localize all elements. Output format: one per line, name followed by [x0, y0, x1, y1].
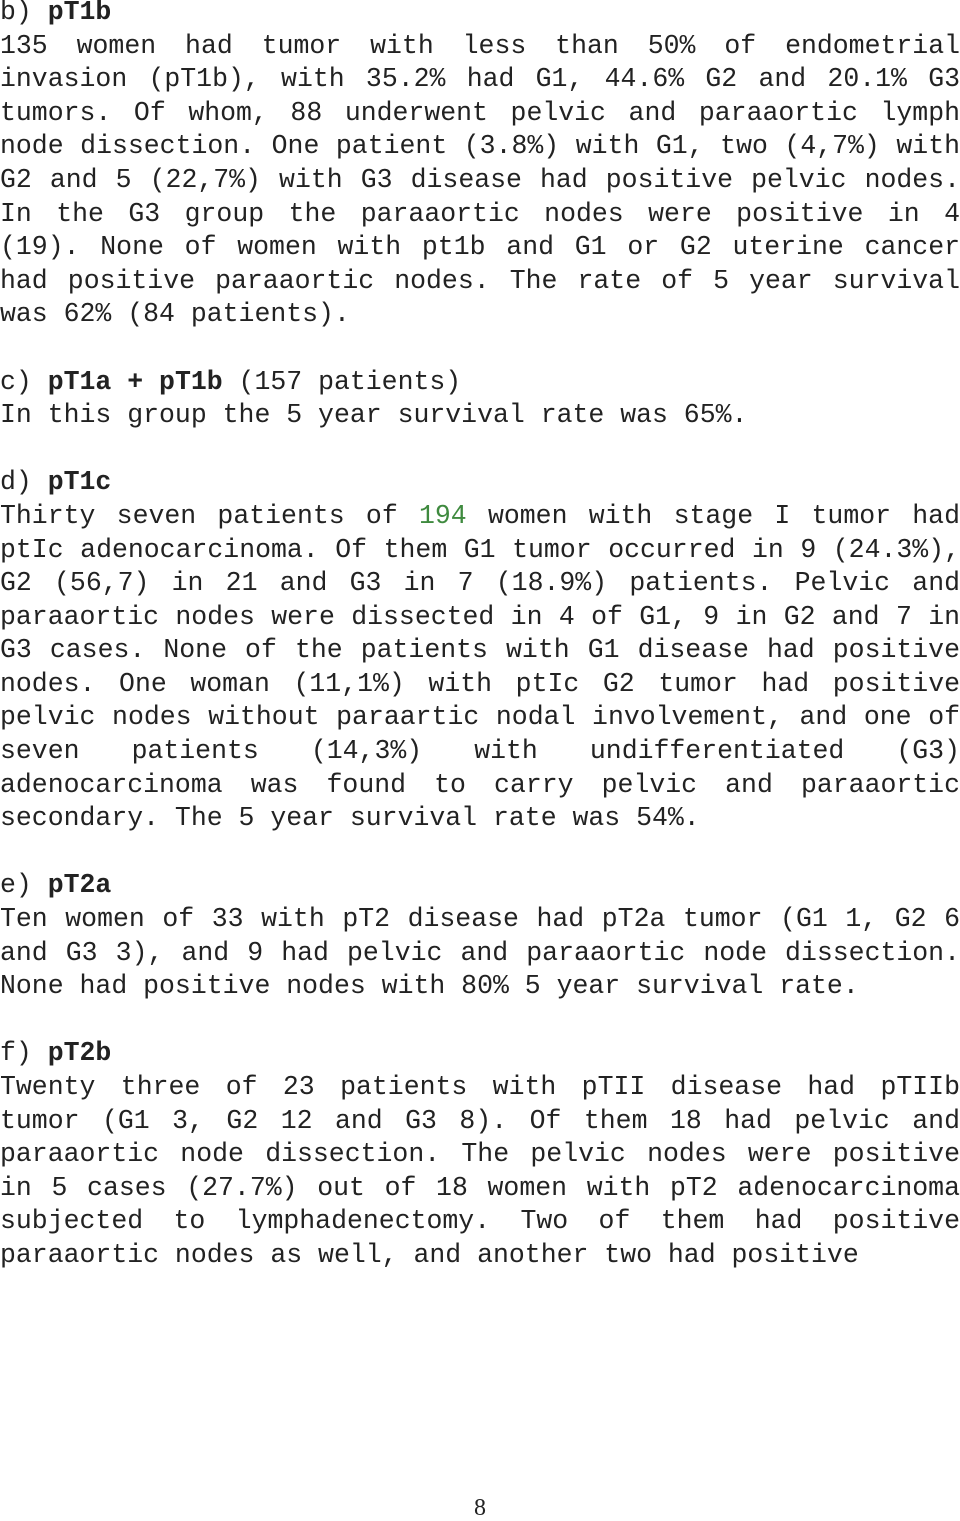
- section-d-text-after: women with stage I tumor had ptIc adenocarcinoma. Of them G1 tumor occurred in 9 (24.3%), G2 (56,7) in 21 and G3 in 7 (18.9%) patients. Pelvic and paraaortic nodes were dissected in 4 of G1, 9 in G2 and 7 in G3 cases. None of the patients with G1 disease had positive nodes. One woman (11,1%) with ptIc G2 tumor had positive pelvic nodes without paraartic nodal involvement, and one of seven patients (14,3%) with undifferentiated (G3) adenocarcinoma was found to carry pelvic and paraaortic secondary. The 5 year survival rate was 54%.: [0, 500, 960, 834]
- section-f-paragraph: Twenty three of 23 patients with pTII disease had pTIIb tumor (G1 3, G2 12 and G3 8). Of them 18 had pelvic and paraaortic node dissection. The pelvic nodes were positive in 5 cases (27.7%) out of 18 women with pT2 adenocarcinoma subjected to lymphadenectomy. Two of them had positive paraaortic nodes as well, and another two had positive: [0, 1072, 960, 1270]
- section-f-stage: pT2b: [47, 1038, 112, 1069]
- page-number: 8: [474, 1495, 486, 1521]
- spacer: [0, 332, 960, 366]
- section-b-paragraph: 135 women had tumor with less than 50% of endometrial invasion (pT1b), with 35.2% had G1, 44.6% G2 and 20.1% G3 tumors. Of whom, 88 underwent pelvic and paraaortic lymph node dissection. One patient (3.8%) with G1, two (4,7%) with G2 and 5 (22,7%) with G3 disease had positive pelvic nodes. In the G3 group the paraaortic nodes were positive in 4 (19). None of women with pt1b and G1 or G2 uterine cancer had positive paraaortic nodes. The rate of 5 year survival was 62% (84 patients).: [0, 30, 960, 330]
- section-f-heading: [0, 1037, 960, 1071]
- section-c-paragraph: In this group the 5 year survival rate was 65%.: [0, 400, 748, 431]
- section-c-heading: [0, 366, 960, 400]
- section-e-heading: [0, 869, 960, 903]
- highlighted-number: 194: [418, 500, 467, 531]
- section-d-label: d): [0, 467, 48, 498]
- spacer: [0, 1004, 960, 1038]
- section-b-heading: [0, 0, 960, 30]
- section-b-label: b): [0, 0, 48, 27]
- section-e-paragraph: Ten women of 33 with pT2 disease had pT2a tumor (G1 1, G2 6 and G3 3), and 9 had pelvic and paraaortic node dissection. None had positive nodes with 80% 5 year survival rate.: [0, 904, 960, 1002]
- section-b-stage: pT1b: [47, 0, 112, 27]
- section-d-heading: [0, 466, 960, 500]
- section-d-text-before: Thirty seven patients of: [0, 500, 419, 531]
- section-e-label: e): [0, 870, 48, 901]
- section-e-stage: pT2a: [47, 870, 112, 901]
- section-f-label: f): [0, 1038, 48, 1069]
- section-c-suffix: (157 patients): [222, 366, 462, 397]
- spacer: [0, 836, 960, 870]
- section-d-paragraph: [0, 500, 960, 836]
- section-d-stage: pT1c: [47, 467, 112, 498]
- spacer: [0, 433, 960, 467]
- section-c-label: c): [0, 366, 48, 397]
- section-c-stage: pT1a + pT1b: [47, 366, 223, 397]
